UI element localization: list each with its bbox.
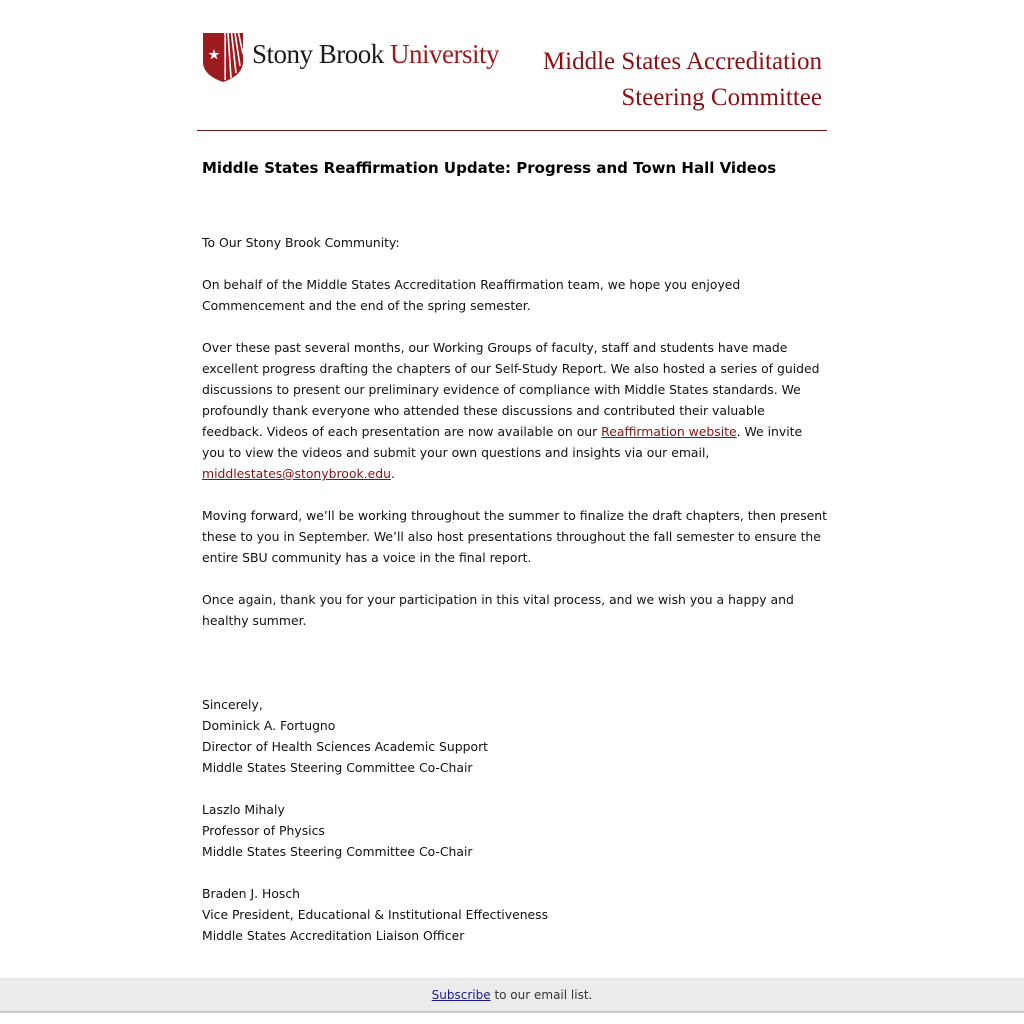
committee-heading — [543, 44, 822, 116]
article-title: Middle States Reaffirmation Update: Progress and Town Hall Videos — [202, 159, 777, 177]
university-logo — [202, 32, 499, 82]
signer-name: Dominick A. Fortugno — [202, 718, 336, 733]
signer-role: Middle States Accreditation Liaison Officer — [202, 928, 465, 943]
signer-name: Laszlo Mihaly — [202, 802, 285, 817]
email-link[interactable]: middlestates@stonybrook.edu — [202, 466, 391, 481]
email-header — [197, 0, 827, 131]
paragraph-3: Moving forward, we’ll be working throughout the summer to finalize the draft chapters, then present these to you in September. We’ll also host presentations throughout the fall semester to ensure the entire SBU community has a voice in the final report. — [202, 508, 828, 565]
paragraph-4: Once again, thank you for your participation in this vital process, and we wish you a happy and healthy summer. — [202, 592, 794, 628]
signer-role: Middle States Steering Committee Co-Chair — [202, 760, 473, 775]
signature-block — [202, 694, 827, 946]
paragraph-1: On behalf of the Middle States Accreditation Reaffirmation team, we hope you enjoyed Commencement and the end of the spring semester. — [202, 277, 741, 313]
article-text — [202, 232, 827, 631]
subscribe-footer — [0, 978, 1024, 1013]
closing: Sincerely, — [202, 697, 263, 712]
header-divider — [197, 130, 827, 131]
signer-title: Director of Health Sciences Academic Support — [202, 739, 489, 754]
committee-line-2: Steering Committee — [621, 84, 822, 111]
signer — [202, 883, 827, 946]
committee-line-1: Middle States Accreditation — [542, 48, 822, 75]
signer — [202, 799, 827, 862]
shield-star-icon — [202, 32, 244, 82]
reaffirmation-website-link[interactable]: Reaffirmation website — [601, 424, 737, 439]
signer-title: Professor of Physics — [202, 823, 325, 838]
university-name: Stony Brook University — [252, 38, 500, 69]
greeting: To Our Stony Brook Community: — [202, 235, 400, 250]
signer-title: Vice President, Educational & Institutional Effectiveness — [202, 907, 549, 922]
email-body — [202, 158, 827, 946]
signer-name: Braden J. Hosch — [202, 886, 301, 901]
signer-role: Middle States Steering Committee Co-Chair — [202, 844, 473, 859]
subscribe-link[interactable]: Subscribe — [431, 988, 491, 1002]
email-container — [197, 0, 828, 943]
paragraph-2: Over these past several months, our Working Groups of faculty, staff and students have made excellent progress drafting the chapters of our Self-Study Report. We also hosted a series of guided discussions to present our preliminary evidence of compliance with Middle States standards. We profoundly thank everyone who attended these discussions and contributed their valuable feedback. Videos of each presentation are now available on our Reaffirmation website. We invite you to view the videos and submit your own questions and insights via our email, middlestates@stonybrook.edu. — [202, 340, 820, 481]
signer — [202, 715, 827, 778]
subscribe-suffix: to our email list. — [490, 988, 593, 1002]
